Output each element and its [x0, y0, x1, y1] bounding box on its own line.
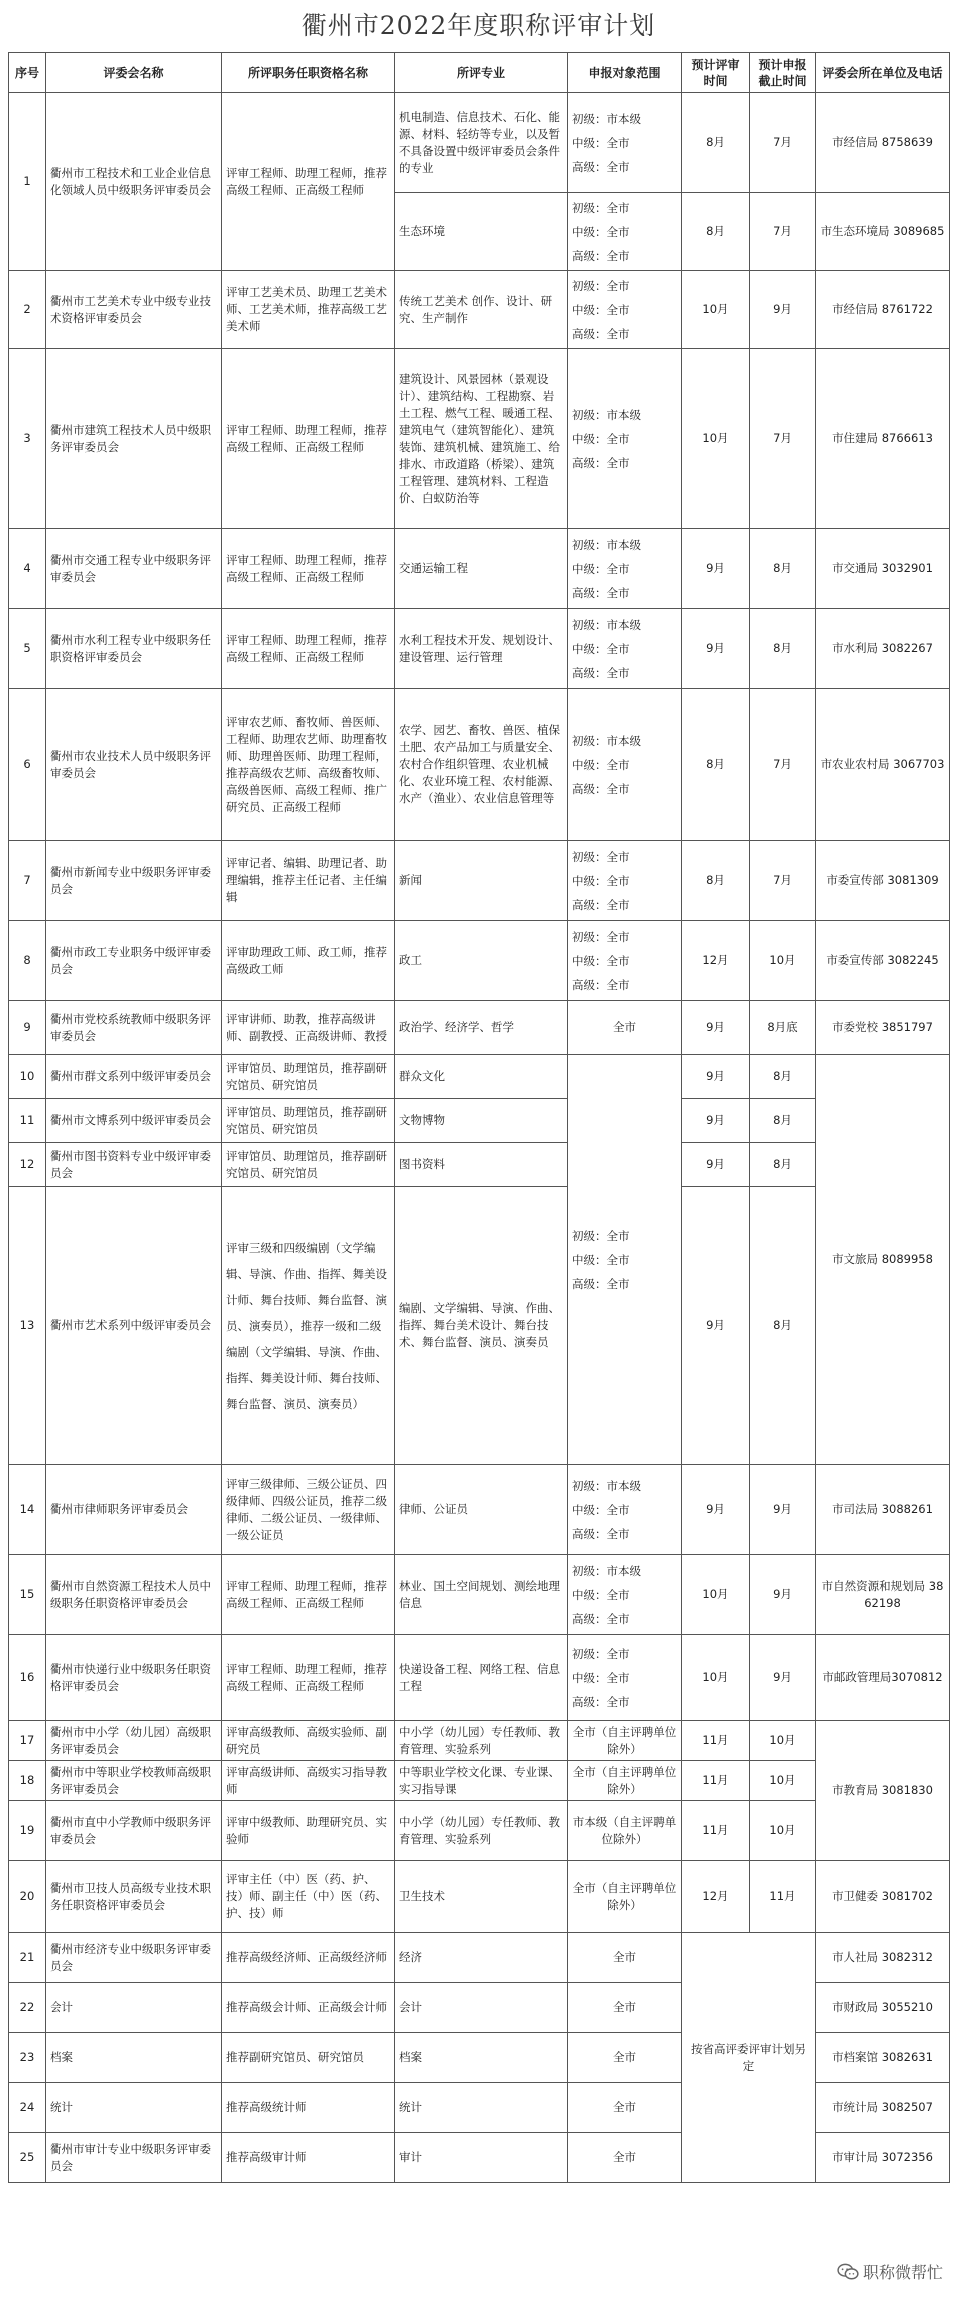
cell-unit: 市交通局 3032901	[816, 529, 950, 609]
scope-line: 高级：全市	[572, 248, 630, 263]
scope-line: 初级：市本级	[572, 111, 641, 126]
cell-deadline: 7月	[750, 193, 816, 271]
scope-line: 中级：全市	[572, 641, 630, 656]
cell-scope	[568, 921, 682, 1001]
cell-time: 10月	[682, 1635, 750, 1721]
cell-no: 9	[9, 1001, 46, 1055]
cell-scope: 全市（自主评聘单位除外）	[568, 1721, 682, 1761]
scope-line: 高级：全市	[572, 897, 630, 912]
cell-title: 推荐高级审计师	[222, 2133, 395, 2183]
cell-major: 政工	[395, 921, 568, 1001]
cell-unit: 市农业农村局 3067703	[816, 689, 950, 841]
cell-committee: 衢州市自然资源工程技术人员中级职务任职资格评审委员会	[46, 1555, 222, 1635]
scope-line: 初级：市本级	[572, 733, 641, 748]
table-row	[9, 1143, 950, 1187]
scope-line: 中级：全市	[572, 224, 630, 239]
cell-deadline: 9月	[750, 1635, 816, 1721]
cell-unit: 市委宣传部 3082245	[816, 921, 950, 1001]
scope-line: 高级：全市	[572, 159, 630, 174]
table-row	[9, 1555, 950, 1635]
cell-committee: 衢州市工程技术和工业企业信息化领域人员中级职务评审委员会	[46, 93, 222, 271]
cell-major: 编剧、文学编辑、导演、作曲、指挥、舞台美术设计、舞台技术、舞台监督、演员、演奏员	[395, 1187, 568, 1465]
table-header-row	[9, 53, 950, 93]
header-scope: 申报对象范围	[568, 53, 682, 93]
scope-line: 初级：全市	[572, 929, 630, 944]
scope-line: 初级：全市	[572, 1228, 630, 1243]
cell-time: 9月	[682, 1099, 750, 1143]
scope-line: 高级：全市	[572, 326, 630, 341]
cell-deadline: 10月	[750, 921, 816, 1001]
table-row	[9, 1055, 950, 1099]
cell-deadline: 7月	[750, 841, 816, 921]
cell-major: 林业、国土空间规划、测绘地理信息	[395, 1555, 568, 1635]
cell-major: 中小学（幼儿园）专任教师、教育管理、实验系列	[395, 1801, 568, 1861]
scope-line: 高级：全市	[572, 977, 630, 992]
cell-no: 23	[9, 2033, 46, 2083]
cell-scope	[568, 689, 682, 841]
cell-committee: 衢州市农业技术人员中级职务评审委员会	[46, 689, 222, 841]
cell-no: 2	[9, 271, 46, 349]
cell-scope	[568, 93, 682, 193]
scope-line: 初级：全市	[572, 278, 630, 293]
cell-deadline: 7月	[750, 689, 816, 841]
cell-time: 8月	[682, 689, 750, 841]
cell-time: 9月	[682, 1143, 750, 1187]
cell-committee: 衢州市经济专业中级职务评审委员会	[46, 1933, 222, 1983]
scope-line: 初级：全市	[572, 849, 630, 864]
cell-deadline: 7月	[750, 93, 816, 193]
cell-scope: 全市	[568, 1933, 682, 1983]
cell-deadline: 8月	[750, 529, 816, 609]
cell-no: 13	[9, 1187, 46, 1465]
watermark-text: 职称微帮忙	[862, 2263, 943, 2282]
cell-no: 11	[9, 1099, 46, 1143]
cell-committee: 统计	[46, 2083, 222, 2133]
cell-deadline: 11月	[750, 1861, 816, 1933]
cell-major: 统计	[395, 2083, 568, 2133]
cell-scope: 市本级（自主评聘单位除外）	[568, 1801, 682, 1861]
cell-scope	[568, 193, 682, 271]
cell-title: 评审工程师、助理工程师，推荐高级工程师、正高级工程师	[222, 93, 395, 271]
cell-no: 5	[9, 609, 46, 689]
cell-no: 3	[9, 349, 46, 529]
cell-time: 9月	[682, 1001, 750, 1055]
scope-line: 初级：市本级	[572, 537, 641, 552]
cell-major: 审计	[395, 2133, 568, 2183]
scope-line: 中级：全市	[572, 1502, 630, 1517]
cell-title: 推荐高级统计师	[222, 2083, 395, 2133]
cell-scope: 全市	[568, 1983, 682, 2033]
cell-committee: 衢州市中小学（幼儿园）高级职务评审委员会	[46, 1721, 222, 1761]
cell-committee: 衢州市快递行业中级职务任职资格评审委员会	[46, 1635, 222, 1721]
cell-committee: 衢州市律师职务评审委员会	[46, 1465, 222, 1555]
table-row	[9, 1761, 950, 1801]
cell-unit: 市委宣传部 3081309	[816, 841, 950, 921]
cell-title: 评审工程师、助理工程师，推荐高级工程师、正高级工程师	[222, 1555, 395, 1635]
cell-major: 建筑设计、风景园林（景观设计）、建筑结构、工程勘察、岩土工程、燃气工程、暖通工程、建筑电气（建筑智能化）、建筑装饰、建筑机械、建筑施工、给排水、市政道路（桥梁）、建筑工程管理、建筑材料、工程造价、白蚁防治等	[395, 349, 568, 529]
cell-major: 交通运输工程	[395, 529, 568, 609]
cell-deadline: 8月	[750, 609, 816, 689]
table-row	[9, 609, 950, 689]
cell-time: 9月	[682, 1465, 750, 1555]
cell-no: 4	[9, 529, 46, 609]
cell-committee: 衢州市水利工程专业中级职务任职资格评审委员会	[46, 609, 222, 689]
page-title: 衢州市2022年度职称评审计划	[301, 11, 656, 40]
cell-title: 推荐高级经济师、正高级经济师	[222, 1933, 395, 1983]
table-row	[9, 841, 950, 921]
cell-time: 8月	[682, 193, 750, 271]
scope-line: 中级：全市	[572, 302, 630, 317]
cell-committee: 衢州市卫技人员高级专业技术职务任职资格评审委员会	[46, 1861, 222, 1933]
cell-deadline: 10月	[750, 1801, 816, 1861]
table-row	[9, 921, 950, 1001]
cell-time: 9月	[682, 1055, 750, 1099]
cell-no: 22	[9, 1983, 46, 2033]
table-row	[9, 1001, 950, 1055]
cell-committee: 衢州市图书资料专业中级评审委员会	[46, 1143, 222, 1187]
cell-major: 生态环境	[395, 193, 568, 271]
table-row	[9, 1635, 950, 1721]
scope-line: 初级：市本级	[572, 617, 641, 632]
cell-unit: 市自然资源和规划局 3862198	[816, 1555, 950, 1635]
cell-major: 图书资料	[395, 1143, 568, 1187]
cell-title: 评审高级讲师、高级实习指导教师	[222, 1761, 395, 1801]
cell-time: 9月	[682, 1187, 750, 1465]
cell-no: 14	[9, 1465, 46, 1555]
cell-title: 评审三级律师、三级公证员、四级律师、四级公证员，推荐二级律师、二级公证员、一级律师、一级公证员	[222, 1465, 395, 1555]
watermark	[837, 2260, 943, 2283]
cell-title: 评审中级教师、助理研究员、实验师	[222, 1801, 395, 1861]
scope-line: 中级：全市	[572, 1252, 630, 1267]
scope-line: 中级：全市	[572, 135, 630, 150]
cell-committee: 档案	[46, 2033, 222, 2083]
cell-unit: 市经信局 8758639	[816, 93, 950, 193]
cell-committee: 衢州市新闻专业中级职务评审委员会	[46, 841, 222, 921]
cell-scope: 全市	[568, 2083, 682, 2133]
cell-title: 评审工艺美术员、助理工艺美术师、工艺美术师，推荐高级工艺美术师	[222, 271, 395, 349]
cell-no: 25	[9, 2133, 46, 2183]
table-row	[9, 1721, 950, 1761]
cell-major: 水利工程技术开发、规划设计、建设管理、运行管理	[395, 609, 568, 689]
cell-no: 7	[9, 841, 46, 921]
cell-scope	[568, 529, 682, 609]
header-no: 序号	[9, 53, 46, 93]
cell-committee: 衢州市艺术系列中级评审委员会	[46, 1187, 222, 1465]
cell-unit: 市档案馆 3082631	[816, 2033, 950, 2083]
scope-line: 中级：全市	[572, 757, 630, 772]
cell-major: 会计	[395, 1983, 568, 2033]
cell-committee: 衢州市中等职业学校教师高级职务评审委员会	[46, 1761, 222, 1801]
cell-scope: 全市	[568, 2033, 682, 2083]
cell-no: 18	[9, 1761, 46, 1801]
cell-unit: 市审计局 3072356	[816, 2133, 950, 2183]
cell-no: 19	[9, 1801, 46, 1861]
cell-no: 15	[9, 1555, 46, 1635]
cell-scope: 全市（自主评聘单位除外）	[568, 1761, 682, 1801]
cell-time: 9月	[682, 529, 750, 609]
table-row	[9, 1933, 950, 1983]
cell-time: 10月	[682, 349, 750, 529]
cell-committee: 衢州市建筑工程技术人员中级职务评审委员会	[46, 349, 222, 529]
cell-scope	[568, 349, 682, 529]
cell-major: 机电制造、信息技术、石化、能源、材料、轻纺等专业，以及暂不具备设置中级评审委员会条件的专业	[395, 93, 568, 193]
table-row	[9, 1099, 950, 1143]
cell-major: 群众文化	[395, 1055, 568, 1099]
cell-no: 24	[9, 2083, 46, 2133]
cell-time: 8月	[682, 841, 750, 921]
cell-deadline: 8月	[750, 1143, 816, 1187]
cell-title: 推荐副研究馆员、研究馆员	[222, 2033, 395, 2083]
scope-line: 中级：全市	[572, 1587, 630, 1602]
cell-committee: 衢州市交通工程专业中级职务评审委员会	[46, 529, 222, 609]
header-deadline: 预计申报截止时间	[750, 53, 816, 93]
scope-line: 初级：市本级	[572, 1563, 641, 1578]
cell-unit-education: 市教育局 3081830	[816, 1721, 950, 1861]
cell-title: 评审馆员、助理馆员，推荐副研究馆员、研究馆员	[222, 1099, 395, 1143]
table-row	[9, 1187, 950, 1465]
cell-time: 12月	[682, 921, 750, 1001]
cell-unit: 市委党校 3851797	[816, 1001, 950, 1055]
cell-title: 评审高级教师、高级实验师、副研究员	[222, 1721, 395, 1761]
cell-deadline: 10月	[750, 1721, 816, 1761]
cell-unit: 市人社局 3082312	[816, 1933, 950, 1983]
cell-committee: 衢州市文博系列中级评审委员会	[46, 1099, 222, 1143]
cell-deadline: 8月底	[750, 1001, 816, 1055]
cell-scope-culture	[568, 1055, 682, 1465]
table-row	[9, 529, 950, 609]
scope-line: 高级：全市	[572, 1611, 630, 1626]
scope-line: 中级：全市	[572, 953, 630, 968]
cell-scope: 全市	[568, 2133, 682, 2183]
cell-major: 文物博物	[395, 1099, 568, 1143]
cell-unit: 市经信局 8761722	[816, 271, 950, 349]
cell-title: 评审馆员、助理馆员，推荐副研究馆员、研究馆员	[222, 1055, 395, 1099]
cell-scope: 全市（自主评聘单位除外）	[568, 1861, 682, 1933]
cell-no: 6	[9, 689, 46, 841]
cell-title: 推荐高级会计师、正高级会计师	[222, 1983, 395, 2033]
wechat-icon	[837, 2263, 859, 2281]
cell-no: 21	[9, 1933, 46, 1983]
evaluation-plan-table	[8, 52, 950, 2183]
cell-no: 10	[9, 1055, 46, 1099]
cell-unit: 市卫健委 3081702	[816, 1861, 950, 1933]
header-unit: 评委会所在单位及电话	[816, 53, 950, 93]
cell-deadline: 9月	[750, 271, 816, 349]
cell-time: 11月	[682, 1761, 750, 1801]
scope-line: 中级：全市	[572, 873, 630, 888]
scope-line: 高级：全市	[572, 1694, 630, 1709]
cell-time: 11月	[682, 1721, 750, 1761]
cell-major: 中小学（幼儿园）专任教师、教育管理、实验系列	[395, 1721, 568, 1761]
cell-unit: 市生态环境局 3089685	[816, 193, 950, 271]
cell-committee: 衢州市直中小学教师中级职务评审委员会	[46, 1801, 222, 1861]
cell-title: 评审主任（中）医（药、护、技）师、副主任（中）医（药、护、技）师	[222, 1861, 395, 1933]
cell-committee: 衢州市党校系统教师中级职务评审委员会	[46, 1001, 222, 1055]
cell-time: 9月	[682, 609, 750, 689]
cell-major: 政治学、经济学、哲学	[395, 1001, 568, 1055]
cell-deadline: 8月	[750, 1099, 816, 1143]
cell-committee: 衢州市政工专业职务中级评审委员会	[46, 921, 222, 1001]
cell-major: 卫生技术	[395, 1861, 568, 1933]
cell-time: 8月	[682, 93, 750, 193]
cell-title: 评审助理政工师、政工师，推荐高级政工师	[222, 921, 395, 1001]
scope-line: 初级：全市	[572, 200, 630, 215]
cell-committee: 衢州市审计专业中级职务评审委员会	[46, 2133, 222, 2183]
cell-deadline: 9月	[750, 1465, 816, 1555]
cell-major: 律师、公证员	[395, 1465, 568, 1555]
cell-deadline: 9月	[750, 1555, 816, 1635]
scope-line: 中级：全市	[572, 431, 630, 446]
cell-scope	[568, 1465, 682, 1555]
cell-deadline: 10月	[750, 1761, 816, 1801]
table-row	[9, 1801, 950, 1861]
cell-major: 中等职业学校文化课、专业课、实习指导课	[395, 1761, 568, 1801]
cell-major: 新闻	[395, 841, 568, 921]
table-row	[9, 93, 950, 193]
cell-no: 16	[9, 1635, 46, 1721]
cell-no: 12	[9, 1143, 46, 1187]
cell-unit-culture: 市文旅局 8089958	[816, 1055, 950, 1465]
cell-major: 快递设备工程、网络工程、信息工程	[395, 1635, 568, 1721]
cell-major: 经济	[395, 1933, 568, 1983]
cell-deadline: 8月	[750, 1055, 816, 1099]
cell-no: 17	[9, 1721, 46, 1761]
cell-deadline: 8月	[750, 1187, 816, 1465]
cell-committee: 衢州市工艺美术专业中级专业技术资格评审委员会	[46, 271, 222, 349]
cell-title: 评审工程师、助理工程师，推荐高级工程师、正高级工程师	[222, 609, 395, 689]
cell-unit: 市住建局 8766613	[816, 349, 950, 529]
cell-major: 档案	[395, 2033, 568, 2083]
scope-line: 高级：全市	[572, 1526, 630, 1541]
cell-title: 评审工程师、助理工程师，推荐高级工程师、正高级工程师	[222, 349, 395, 529]
scope-line: 高级：全市	[572, 455, 630, 470]
scope-line: 高级：全市	[572, 665, 630, 680]
cell-time: 11月	[682, 1801, 750, 1861]
scope-line: 初级：全市	[572, 1646, 630, 1661]
cell-title: 评审工程师、助理工程师，推荐高级工程师、正高级工程师	[222, 1635, 395, 1721]
cell-unit: 市司法局 3088261	[816, 1465, 950, 1555]
cell-no: 20	[9, 1861, 46, 1933]
cell-no: 1	[9, 93, 46, 271]
cell-no: 8	[9, 921, 46, 1001]
cell-scope	[568, 609, 682, 689]
cell-unit: 市邮政管理局3070812	[816, 1635, 950, 1721]
table-row	[9, 349, 950, 529]
scope-line: 高级：全市	[572, 781, 630, 796]
cell-scope	[568, 1555, 682, 1635]
cell-scope	[568, 841, 682, 921]
cell-title: 评审农艺师、畜牧师、兽医师、工程师、助理农艺师、助理畜牧师、助理兽医师、助理工程师，推荐高级农艺师、高级畜牧师、高级兽医师、高级工程师、推广研究员、正高级工程师	[222, 689, 395, 841]
cell-title: 评审记者、编辑、助理记者、助理编辑，推荐主任记者、主任编辑	[222, 841, 395, 921]
table-row	[9, 1465, 950, 1555]
cell-title: 评审三级和四级编剧（文学编辑、导演、作曲、指挥、舞美设计师、舞台技师、舞台监督、演员、演奏员），推荐一级和二级编剧（文学编辑、导演、作曲、指挥、舞美设计师、舞台技师、舞台监督、演员、演奏员）	[222, 1187, 395, 1465]
cell-major: 传统工艺美术 创作、设计、研究、生产制作	[395, 271, 568, 349]
cell-title: 评审工程师、助理工程师，推荐高级工程师、正高级工程师	[222, 529, 395, 609]
scope-line: 中级：全市	[572, 561, 630, 576]
scope-line: 初级：市本级	[572, 407, 641, 422]
cell-scope	[568, 1635, 682, 1721]
table-row	[9, 1861, 950, 1933]
scope-line: 高级：全市	[572, 1276, 630, 1291]
cell-committee: 会计	[46, 1983, 222, 2033]
cell-title: 评审讲师、助教，推荐高级讲师、副教授、正高级讲师、教授	[222, 1001, 395, 1055]
cell-time: 10月	[682, 1555, 750, 1635]
cell-major: 农学、园艺、畜牧、兽医、植保土肥、农产品加工与质量安全、农村合作组织管理、农业机械化、农业环境工程、农村能源、水产（渔业）、农业信息管理等	[395, 689, 568, 841]
scope-line: 初级：市本级	[572, 1478, 641, 1493]
scope-line: 高级：全市	[572, 585, 630, 600]
scope-line: 中级：全市	[572, 1670, 630, 1685]
header-title: 所评职务任职资格名称	[222, 53, 395, 93]
cell-time: 12月	[682, 1861, 750, 1933]
cell-unit: 市财政局 3055210	[816, 1983, 950, 2033]
cell-time: 10月	[682, 271, 750, 349]
cell-unit: 市水利局 3082267	[816, 609, 950, 689]
table-row	[9, 271, 950, 349]
cell-unit: 市统计局 3082507	[816, 2083, 950, 2133]
table-row	[9, 689, 950, 841]
cell-province-plan: 按省高评委评审计划另定	[682, 1933, 816, 2183]
cell-scope	[568, 271, 682, 349]
cell-deadline: 7月	[750, 349, 816, 529]
cell-scope: 全市	[568, 1001, 682, 1055]
cell-committee: 衢州市群文系列中级评审委员会	[46, 1055, 222, 1099]
header-committee: 评委会名称	[46, 53, 222, 93]
header-time: 预计评审时间	[682, 53, 750, 93]
header-major: 所评专业	[395, 53, 568, 93]
cell-title: 评审馆员、助理馆员，推荐副研究馆员、研究馆员	[222, 1143, 395, 1187]
